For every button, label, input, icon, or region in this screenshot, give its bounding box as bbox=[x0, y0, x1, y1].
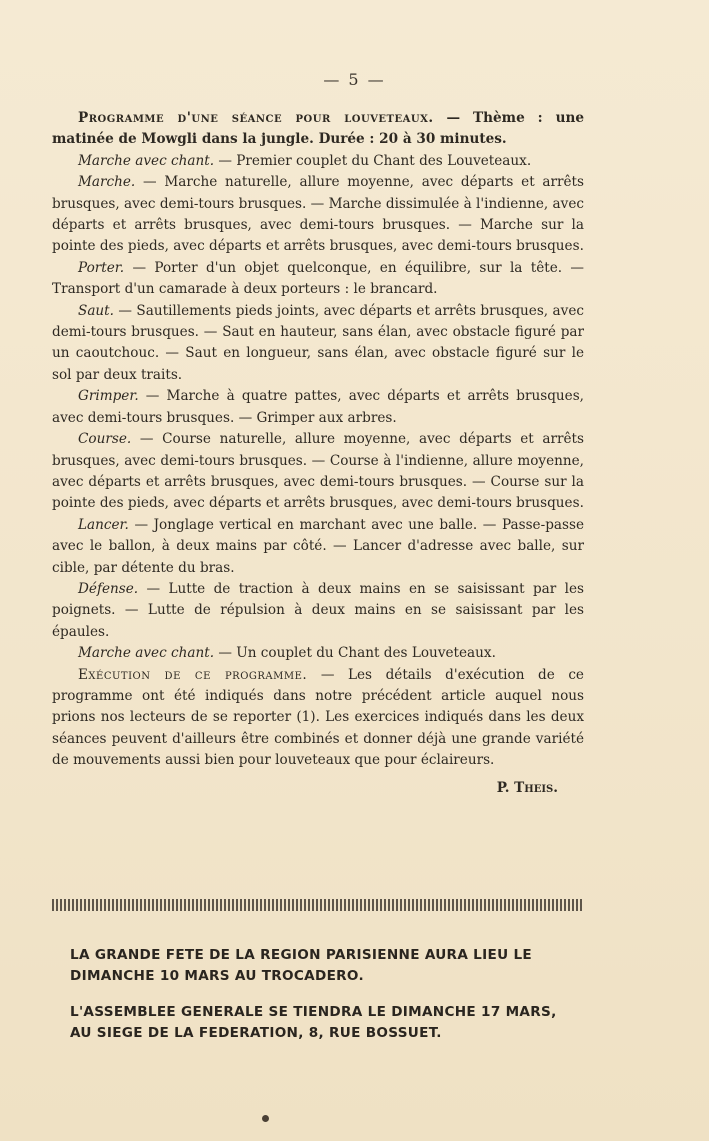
exercise-title: Grimper. bbox=[78, 388, 139, 405]
program-heading: Programme d'une séance pour louveteaux. bbox=[78, 110, 434, 126]
program-theme: — Thème : une matinée de Mowgli dans la jungle. Durée : 20 à 30 minutes. bbox=[52, 110, 584, 148]
announcement-assemblee: L'ASSEMBLEE GENERALE SE TIENDRA LE DIMANCHE 17 MARS, AU SIEGE DE LA FEDERATION, 8, RUE BOSSUET. bbox=[70, 1004, 557, 1041]
exercise-text: — Un couplet du Chant des Louveteaux. bbox=[214, 645, 496, 662]
execution-text: — Les détails d'exécution de ce programme ont été indiqués dans notre précédent article auquel nous prions nos lecteurs de se reporter (1). Les exercices indiqués dans les deux séances peuvent d'ailleurs être combinés et donner déjà une grande variété de mouvements aussi bien pour louveteaux que pour éclaireurs. bbox=[52, 666, 584, 769]
exercise-title: Défense. bbox=[78, 580, 139, 597]
exercise-marche-chant bbox=[52, 151, 584, 172]
exercise-text: — Premier couplet du Chant des Louveteaux. bbox=[214, 152, 532, 169]
exercise-saut bbox=[52, 301, 584, 387]
execution-note bbox=[52, 665, 584, 772]
exercise-course bbox=[52, 429, 584, 515]
exercise-text: — Course naturelle, allure moyenne, avec départs et arrêts brusques, avec demi-tours brusques. — Course à l'indienne, allure moyenne, avec départs et arrêts brusques, avec demi-tours brusques. — Course sur la pointe des pieds, avec départs et arrêts brusques, avec demi-tours brusques. bbox=[52, 431, 584, 512]
exercise-title: Porter. bbox=[78, 259, 125, 276]
exercise-title: Marche. bbox=[78, 174, 136, 191]
exercise-title: Saut. bbox=[78, 302, 114, 319]
exercise-title: Marche avec chant. bbox=[78, 152, 215, 169]
exercise-title: Marche avec chant. bbox=[78, 645, 215, 662]
exercise-title: Course. bbox=[78, 431, 132, 448]
ink-dot bbox=[262, 1115, 269, 1122]
article-body bbox=[52, 108, 584, 799]
exercise-grimper bbox=[52, 386, 584, 429]
announcement-fete: LA GRANDE FETE DE LA REGION PARISIENNE AURA LIEU LE DIMANCHE 10 MARS AU TROCADERO. bbox=[70, 947, 533, 984]
exercise-title: Lancer. bbox=[78, 516, 129, 533]
exercise-marche-chant-final bbox=[52, 643, 584, 664]
exercise-text: — Porter d'un objet quelconque, en équilibre, sur la tête. — Transport d'un camarade à deux porteurs : le brancard. bbox=[52, 259, 584, 298]
exercise-lancer bbox=[52, 515, 584, 579]
program-intro bbox=[52, 108, 584, 151]
execution-heading: Exécution de ce programme. bbox=[78, 666, 308, 683]
exercise-text: — Marche naturelle, allure moyenne, avec départs et arrêts brusques, avec demi-tours brusques. — Marche dissimulée à l'indienne, avec départs et arrêts brusques, avec demi-tours brusques. — Marche sur la pointe des pieds, avec départs et arrêts brusques, avec demi-tours brusques. bbox=[52, 174, 584, 255]
exercise-porter bbox=[52, 258, 584, 301]
exercise-text: — Jonglage vertical en marchant avec une balle. — Passe-passe avec le ballon, à deux mains par côté. — Lancer d'adresse avec balle, sur cible, par détente du bras. bbox=[52, 516, 584, 576]
exercise-text: — Marche à quatre pattes, avec départs et arrêts brusques, avec demi-tours brusques. — Grimper aux arbres. bbox=[52, 388, 584, 426]
ornamental-rule bbox=[52, 899, 584, 911]
exercise-marche bbox=[52, 172, 584, 258]
exercise-text: — Lutte de traction à deux mains en se saisissant par les poignets. — Lutte de répulsion à deux mains en se saisissant par les épaules. bbox=[52, 580, 584, 640]
exercise-defense bbox=[52, 579, 584, 643]
page-number: — 5 — bbox=[323, 70, 386, 89]
exercise-text: — Sautillements pieds joints, avec départs et arrêts brusques, avec demi-tours brusques. — Saut en hauteur, sans élan, avec obstacle figuré par un caoutchouc. — Saut en longueur, sans élan, avec obstacle figuré sur le sol par deux traits. bbox=[52, 302, 584, 383]
author-signature: P. Theis. bbox=[496, 779, 558, 796]
